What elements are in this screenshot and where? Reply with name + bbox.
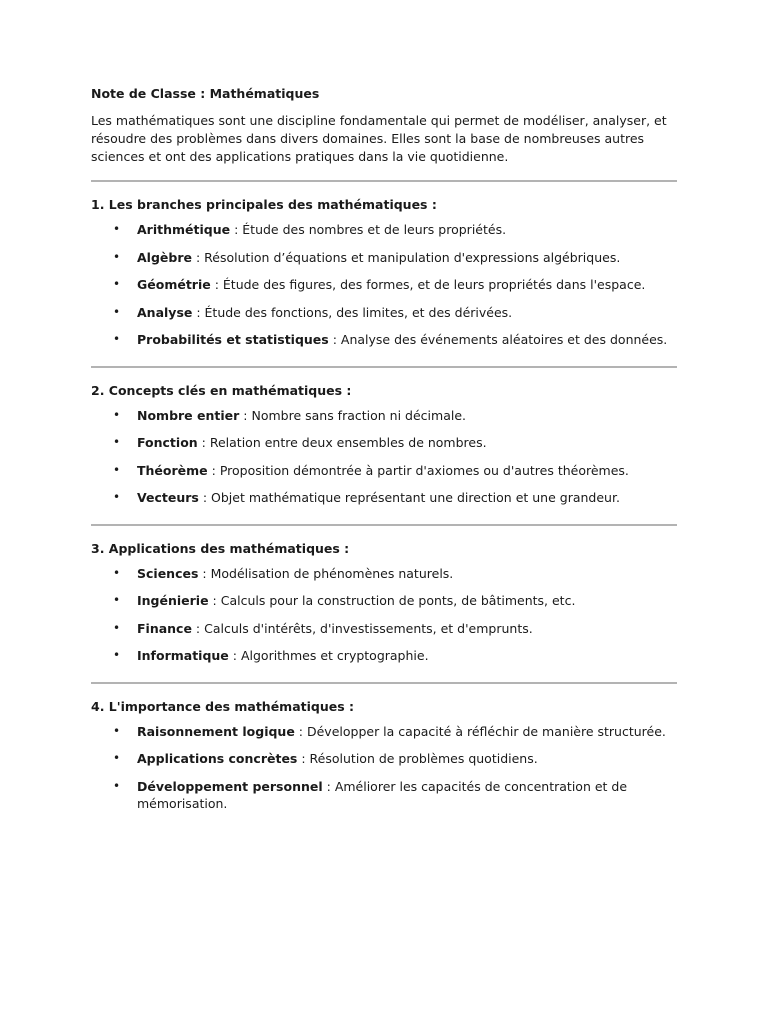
item-separator: : — [208, 593, 221, 608]
section-heading: 4. L'importance des mathématiques : — [91, 698, 355, 714]
list-item — [91, 249, 677, 267]
bullet-icon: • — [113, 277, 121, 291]
item-text: Étude des fonctions, des limites, et des dérivées. — [204, 304, 513, 320]
item-text: Algorithmes et cryptographie. — [240, 648, 429, 663]
item-separator: : — [239, 407, 252, 423]
bullet-icon: • — [113, 751, 121, 765]
item-term: Probabilités et statistiques — [137, 332, 329, 347]
list-item — [91, 750, 677, 768]
section-heading: 2. Concepts clés en mathématiques : — [91, 382, 352, 398]
item-separator: : — [297, 751, 310, 766]
bullet-icon: • — [113, 407, 121, 422]
list-item — [91, 221, 677, 239]
list-item — [91, 276, 677, 294]
item-text: Nombre sans fraction ni décimale. — [251, 407, 466, 423]
section-branches — [91, 196, 677, 366]
item-separator: : — [191, 249, 205, 265]
item-term: Géométrie — [137, 277, 211, 292]
bullet-icon: • — [113, 304, 121, 319]
item-text: Calculs pour la construction de ponts, de bâtiments, etc. — [220, 593, 576, 608]
item-separator: : — [192, 304, 205, 320]
section-divider — [91, 682, 677, 684]
bullet-icon: • — [113, 462, 121, 477]
bullet-list — [91, 221, 677, 349]
bullet-list — [91, 407, 677, 507]
bullet-list — [91, 723, 677, 813]
document-page — [91, 85, 677, 830]
bullet-icon: • — [113, 565, 121, 580]
item-text: Étude des nombres et de leurs propriétés. — [242, 222, 507, 237]
item-text: Analyse des événements aléatoires et des données. — [340, 332, 668, 347]
item-separator: : — [207, 462, 220, 478]
item-separator: : — [328, 332, 341, 347]
bullet-icon: • — [113, 723, 121, 738]
list-item — [91, 462, 677, 480]
section-divider — [91, 524, 677, 526]
item-text: Modélisation de phénomènes naturels. — [210, 565, 454, 581]
item-term: Arithmétique — [137, 222, 231, 237]
item-separator: : — [294, 723, 307, 739]
item-term: Théorème — [137, 462, 208, 478]
item-separator: : — [197, 435, 210, 450]
item-term: Sciences — [137, 565, 199, 581]
item-text: Améliorer les capacités de concentration et de mémorisation. — [137, 778, 628, 811]
bullet-icon: • — [113, 435, 121, 449]
list-item — [91, 407, 677, 425]
item-text: Proposition démontrée à partir d'axiomes ou d'autres théorèmes. — [219, 462, 629, 478]
item-separator: : — [198, 490, 212, 505]
bullet-list — [91, 565, 677, 665]
section-heading: 3. Applications des mathématiques : — [91, 540, 350, 556]
list-item — [91, 620, 677, 638]
item-term: Analyse — [137, 304, 193, 320]
item-term: Ingénierie — [137, 593, 209, 608]
list-item — [91, 331, 677, 349]
item-text: Étude des figures, des formes, et de leurs propriétés dans l'espace. — [222, 277, 646, 292]
bullet-icon: • — [113, 490, 121, 504]
item-separator: : — [228, 648, 241, 663]
bullet-icon: • — [113, 222, 121, 236]
bullet-icon: • — [113, 249, 121, 264]
item-separator: : — [198, 565, 211, 581]
item-separator: : — [191, 620, 205, 636]
item-term: Vecteurs — [137, 490, 199, 505]
item-separator: : — [210, 277, 223, 292]
section-divider — [91, 366, 677, 368]
list-item — [91, 723, 677, 741]
item-text: Développer la capacité à réfléchir de manière structurée. — [306, 723, 666, 739]
item-text: Résolution d’équations et manipulation d'expressions algébriques. — [204, 249, 621, 265]
section-divider — [91, 180, 677, 182]
bullet-icon: • — [113, 593, 121, 607]
list-item — [91, 304, 677, 322]
item-text: Calculs d'intérêts, d'investissements, et d'emprunts. — [204, 620, 533, 636]
item-term: Développement personnel — [137, 778, 323, 794]
document-title: Note de Classe : Mathématiques — [91, 86, 320, 101]
item-text: Relation entre deux ensembles de nombres. — [209, 435, 487, 450]
list-item — [91, 434, 677, 452]
list-item — [91, 647, 677, 665]
bullet-icon: • — [113, 778, 121, 793]
item-term: Nombre entier — [137, 407, 240, 423]
item-term: Fonction — [137, 435, 198, 450]
item-separator: : — [230, 222, 243, 237]
bullet-icon: • — [113, 620, 121, 635]
list-item — [91, 592, 677, 610]
item-text: Objet mathématique représentant une direction et une grandeur. — [211, 490, 620, 505]
item-term: Informatique — [137, 648, 229, 663]
item-term: Finance — [137, 620, 192, 636]
list-item — [91, 778, 677, 813]
section-concepts — [91, 382, 677, 524]
bullet-icon: • — [113, 648, 121, 662]
list-item — [91, 489, 677, 507]
intro-paragraph: Les mathématiques sont une discipline fondamentale qui permet de modéliser, analyser, et résoudre des problèmes dans divers domaines. Elles sont la base de nombreuses autres sciences et ont des applications pratiques dans la vie quotidienne. — [91, 113, 667, 164]
item-term: Raisonnement logique — [137, 723, 295, 739]
section-importance — [91, 698, 677, 830]
item-term: Algèbre — [137, 249, 192, 265]
item-term: Applications concrètes — [137, 751, 298, 766]
item-text: Résolution de problèmes quotidiens. — [309, 751, 538, 766]
item-separator: : — [322, 778, 335, 794]
section-heading: 1. Les branches principales des mathématiques : — [91, 197, 437, 212]
section-applications — [91, 540, 677, 682]
bullet-icon: • — [113, 332, 121, 346]
list-item — [91, 565, 677, 583]
